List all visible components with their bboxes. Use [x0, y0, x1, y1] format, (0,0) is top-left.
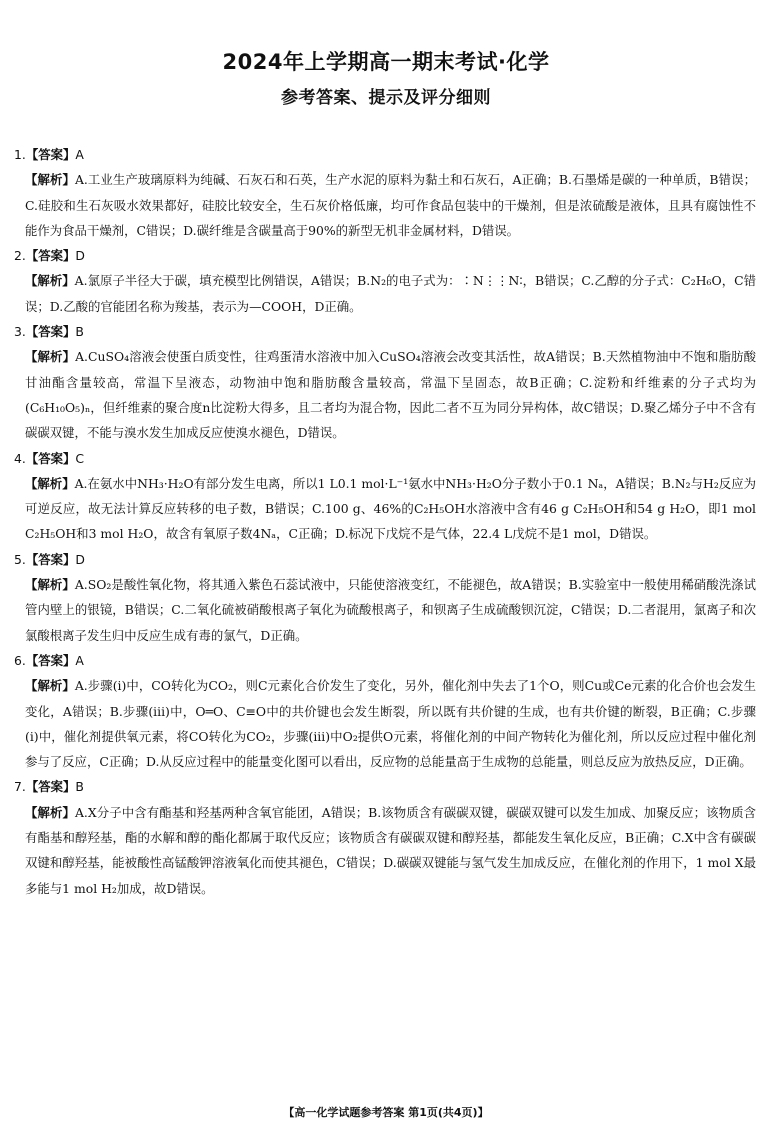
- answer-line: [14, 648, 756, 673]
- answer-tag: 【答案】: [25, 248, 76, 264]
- explanation-text: A.SO₂是酸性氧化物，将其通入紫色石蕊试液中，只能使溶液变红，不能褪色，故A错误；B.实验室中一般使用稀硝酸洗涤试管内壁上的银镜，B错误；C.二氧化硫被硝酸根离子氧化为硫酸根离子，和钡离子生成硫酸钡沉淀，C错误；D.二者混用，氯离子和次氯酸根离子发生归中反应生成有毒的氯气，D正确。: [25, 577, 756, 643]
- answer-value: A: [75, 652, 84, 668]
- question-block: [14, 446, 756, 547]
- answer-tag: 【答案】: [25, 652, 76, 668]
- page-subtitle: 参考答案、提示及评分细则: [281, 88, 491, 108]
- question-number: 6.: [14, 652, 26, 668]
- page-footer: 【高一化学试题参考答案 第1页(共4页)】: [283, 1106, 489, 1119]
- answer-line: [14, 142, 756, 167]
- question-number: 1.: [14, 147, 26, 162]
- explanation-tag: 【解析】: [25, 349, 76, 365]
- explanation-paragraph: [14, 344, 756, 445]
- question-block: [14, 319, 756, 445]
- answer-tag: 【答案】: [25, 147, 76, 162]
- explanation-paragraph: [14, 572, 756, 648]
- answer-line: [14, 243, 756, 268]
- answer-line: [14, 774, 756, 799]
- explanation-text: A.X分子中含有酯基和羟基两种含氧官能团，A错误；B.该物质含有碳碳双键，碳碳双键可以发生加成、加聚反应；该物质含有酯基和醇羟基，酯的水解和醇的酯化都属于取代反应；该物质含有碳碳双键和醇羟基，都能发生氧化反应，B正确；C.X中含有碳碳双键和醇羟基，能被酸性高锰酸钾溶液氧化而使其褪色，C错误；D.碳碳双键能与氢气发生加成反应，在催化剂的作用下，1 mol X最多能与1 mol H₂加成，故D错误。: [25, 804, 757, 896]
- answer-value: B: [75, 324, 84, 340]
- question-number: 5.: [14, 551, 26, 567]
- explanation-paragraph: [14, 268, 756, 319]
- explanation-tag: 【解析】: [25, 475, 75, 491]
- explanation-text: A.工业生产玻璃原料为纯碱、石灰石和石英，生产水泥的原料为黏土和石灰石，A正确；B.石墨烯是碳的一种单质，B错误；C.硅胶和生石灰吸水效果都好，硅胶比较安全，生石灰价格低廉，均可作食品包装中的干燥剂，但是浓硫酸是液体，且具有腐蚀性不能作为食品干燥剂，C错误；D.碳纤维是含碳量高于90%的新型无机非金属材料，D错误。: [25, 172, 757, 238]
- answer-value: C: [75, 450, 85, 466]
- explanation-text: A.在氨水中NH₃·H₂O有部分发生电离，所以1 L0.1 mol·L⁻¹氨水中NH₃·H₂O分子数小于0.1 Nₐ，A错误；B.N₂与H₂反应为可逆反应，故无法计算反应转移的电子数，B错误；C.100 g、46%的C₂H₅OH水溶液中含有46 g C₂H₅OH和54 g H₂O，即1 mol C₂H₅OH和3 mol H₂O，故含有氧原子数4Nₐ，C正确；D.标况下戊烷不是气体，22.4 L戊烷不是1 mol，D错误。: [25, 475, 757, 542]
- explanation-paragraph: [14, 471, 756, 547]
- explanation-text: A.步骤(i)中，CO转化为CO₂，则C元素化合价发生了变化，另外，催化剂中失去了1个O，则Cu或Ce元素的化合价也会发生变化，A错误；B.步骤(iii)中，O═O、C≡O中的共价键也会发生断裂，所以既有共价键的生成，也有共价键的断裂，B正确；C.步骤(i)中，催化剂提供氧元素，将CO转化为CO₂，步骤(iii)中O₂提供O元素，将催化剂的中间产物转化为催化剂，所以反应过程中催化剂参与了反应，C正确；D.从反应过程中的能量变化图可以看出，反应物的总能量高于生成物的总能量，则总反应为放热反应，D正确。: [25, 678, 756, 770]
- question-number: 4.: [14, 450, 26, 466]
- answer-line: [14, 547, 756, 572]
- page-title: 2024年上学期高一期末考试·化学: [222, 50, 550, 74]
- explanation-tag: 【解析】: [25, 273, 75, 289]
- explanation-text: A.CuSO₄溶液会使蛋白质变性，往鸡蛋清水溶液中加入CuSO₄溶液会改变其活性，故A错误；B.天然植物油中不饱和脂肪酸甘油酯含量较高，常温下呈液态，动物油中饱和脂肪酸含量较高，常温下呈固态，故B正确；C.淀粉和纤维素的分子式均为(C₆H₁₀O₅)ₙ，但纤维素的聚合度n比淀粉大得多，且二者均为混合物，因此二者不互为同分异构体，故C错误；D.聚乙烯分子中不含有碳碳双键，不能与溴水发生加成反应使溴水褪色，D错误。: [25, 349, 757, 441]
- answer-tag: 【答案】: [25, 551, 76, 567]
- answer-tag: 【答案】: [25, 450, 76, 466]
- question-block: [14, 547, 756, 648]
- question-block: [14, 648, 756, 774]
- explanation-text: A.氯原子半径大于碳，填充模型比例错误，A错误；B.N₂的电子式为：∶N⋮⋮N∶，B错误；C.乙醇的分子式：C₂H₆O，C错误；D.乙酸的官能团名称为羧基，表示为—COOH，D正确。: [25, 273, 756, 314]
- explanation-paragraph: [14, 800, 756, 901]
- answer-line: [14, 319, 756, 344]
- question-number: 7.: [14, 779, 26, 795]
- answer-value: B: [75, 779, 84, 795]
- answer-line: [14, 446, 756, 471]
- answer-tag: 【答案】: [25, 779, 76, 795]
- answer-value: D: [75, 248, 85, 264]
- explanation-tag: 【解析】: [25, 678, 75, 694]
- explanation-paragraph: [14, 167, 756, 243]
- question-block: [14, 142, 756, 243]
- question-block: [14, 243, 756, 319]
- explanation-tag: 【解析】: [25, 172, 75, 188]
- answer-tag: 【答案】: [25, 324, 76, 340]
- answer-value: D: [75, 551, 85, 567]
- question-number: 3.: [14, 324, 26, 340]
- question-block: [14, 774, 756, 900]
- answer-value: A: [75, 147, 84, 162]
- answer-list: [14, 142, 756, 901]
- explanation-paragraph: [14, 673, 756, 774]
- explanation-tag: 【解析】: [25, 577, 75, 593]
- question-number: 2.: [14, 248, 26, 264]
- explanation-tag: 【解析】: [25, 804, 75, 820]
